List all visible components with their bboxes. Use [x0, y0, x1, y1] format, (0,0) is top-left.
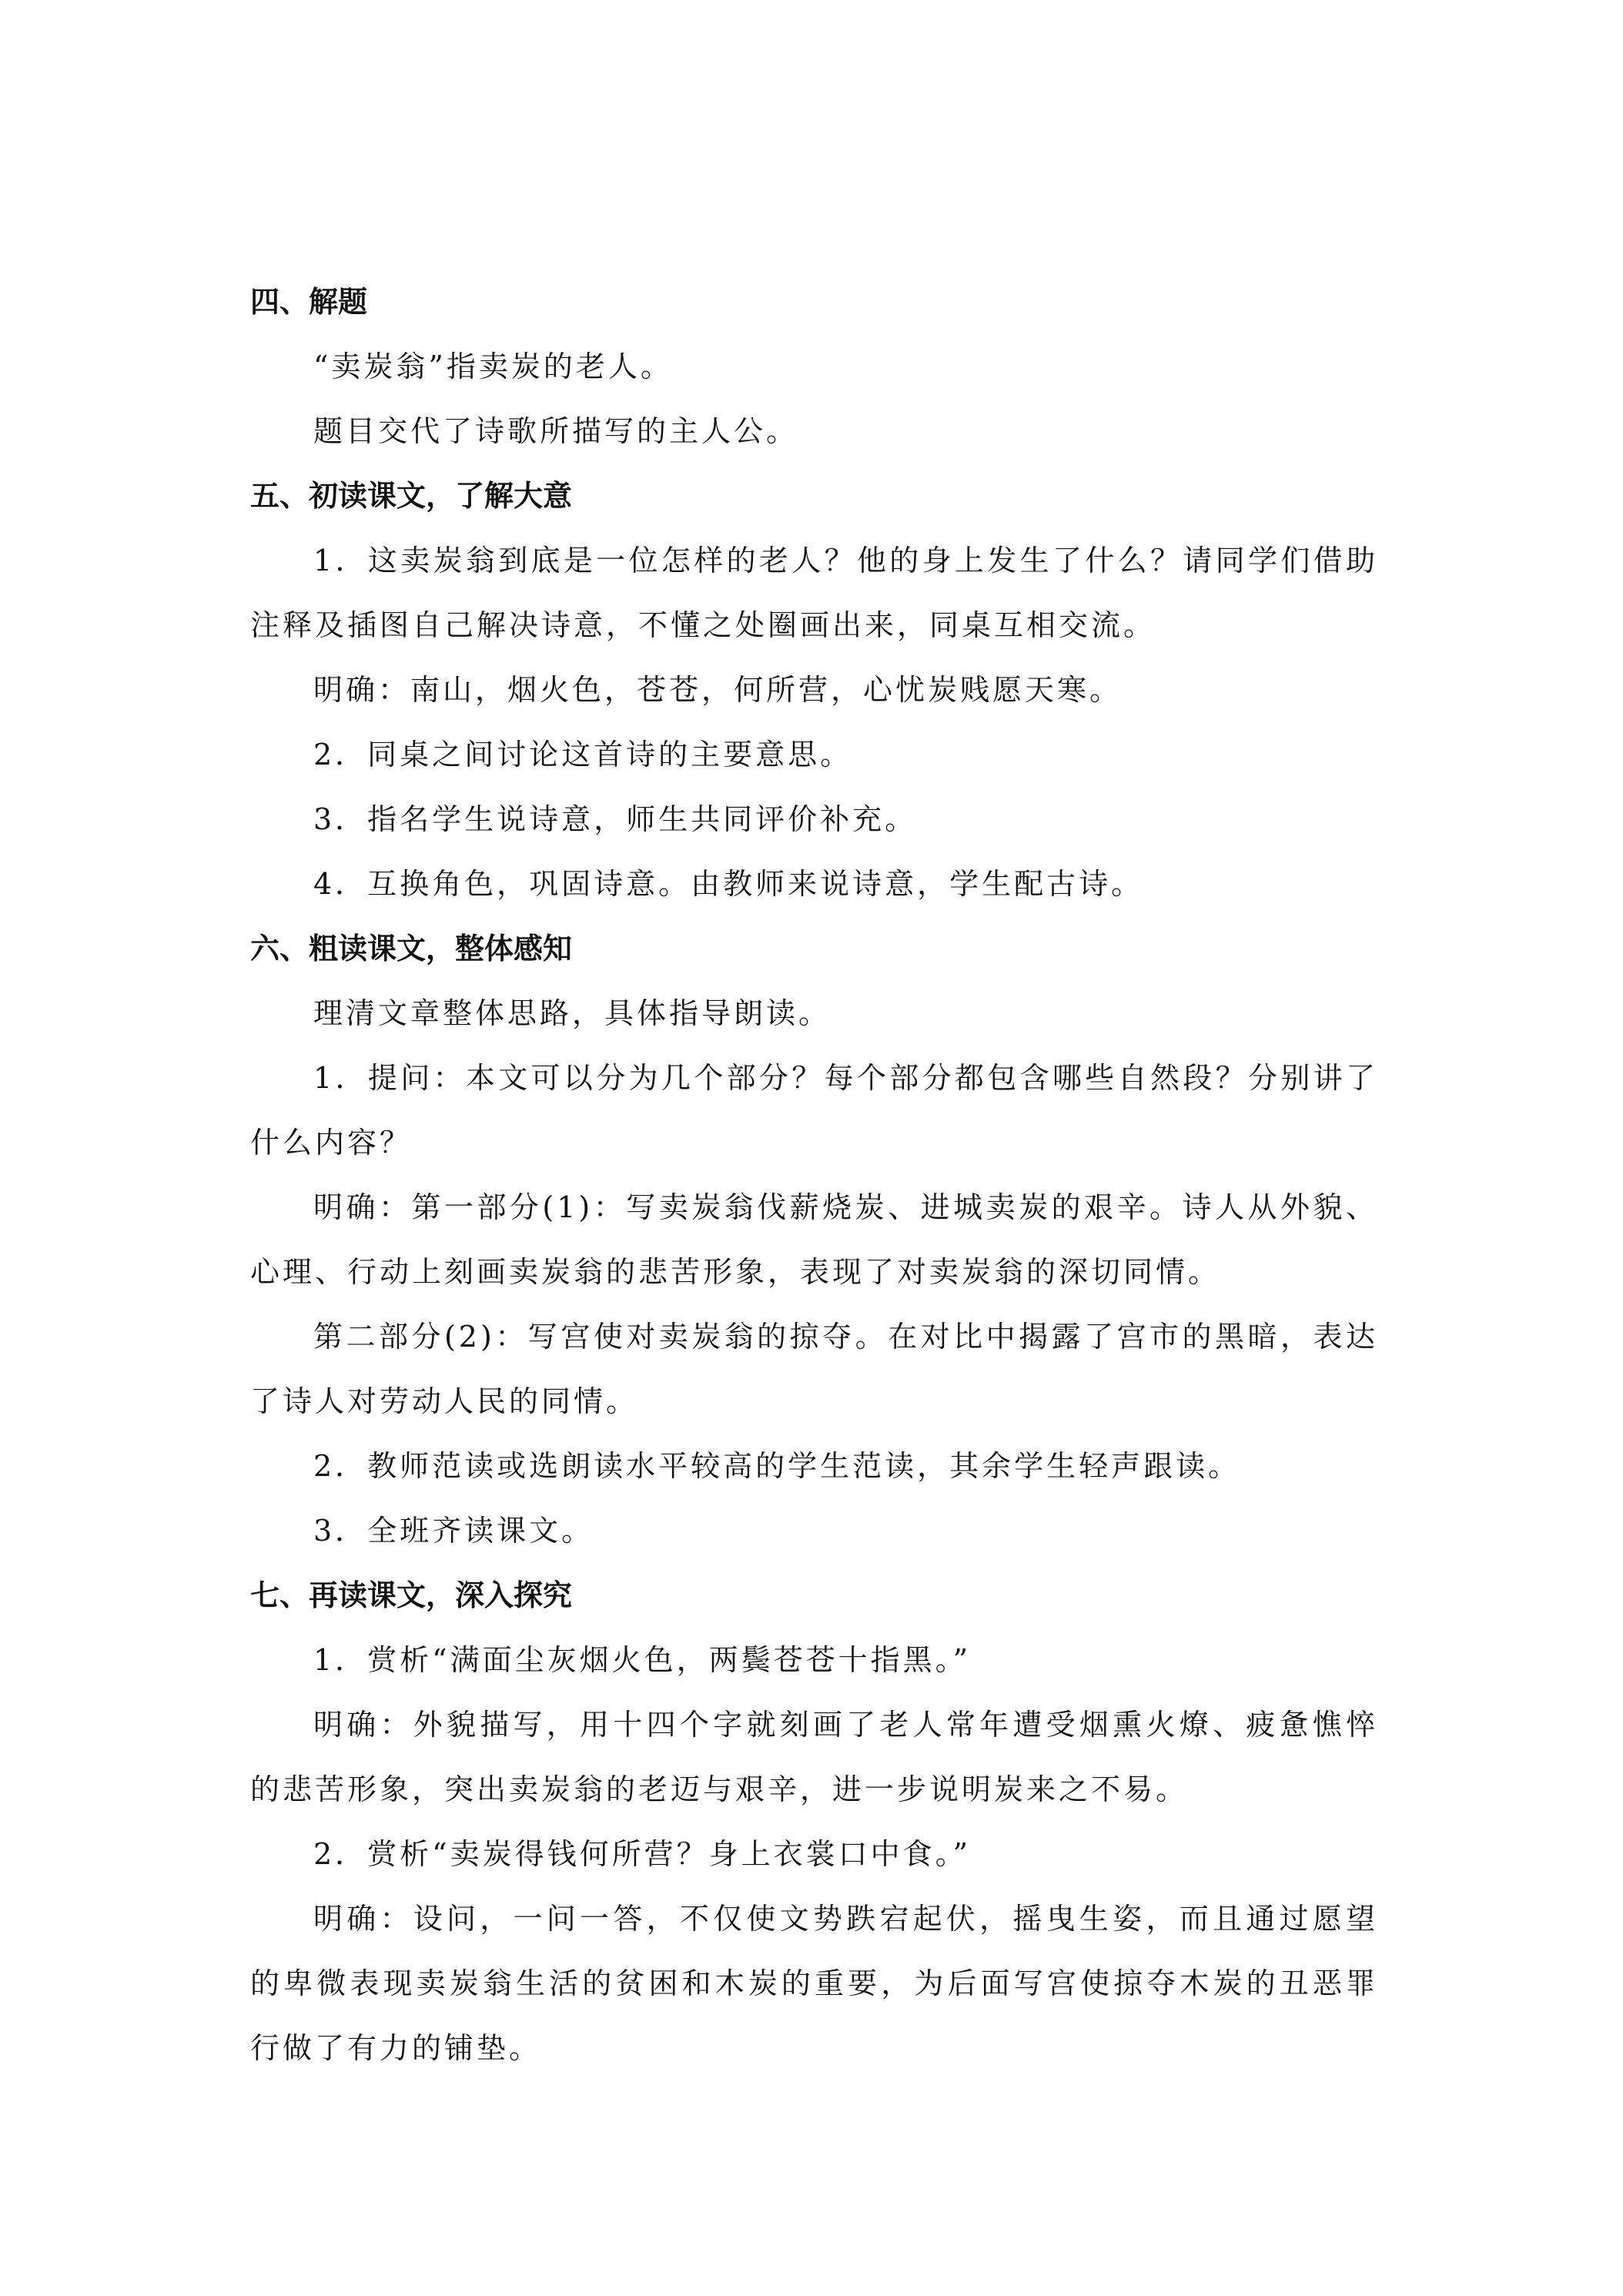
paragraph: “卖炭翁”指卖炭的老人。: [313, 350, 673, 383]
paragraph: 1．提问：本文可以分为几个部分？每个部分都包含哪些自然段？分别讲了什么内容？: [250, 1061, 1378, 1160]
section-heading: 四、解题: [250, 285, 368, 319]
section-heading: 五、初读课文，了解大意: [250, 479, 573, 513]
document-body: [250, 269, 1378, 2080]
paragraph: 2．赏析“卖炭得钱何所营？身上衣裳口中食。”: [313, 1837, 972, 1871]
paragraph: 第二部分(2)：写宫使对卖炭翁的掠夺。在对比中揭露了宫市的黑暗，表达了诗人对劳动人民的同情。: [250, 1320, 1378, 1418]
paragraph: 2．教师范读或选朗读水平较高的学生范读，其余学生轻声跟读。: [313, 1449, 1241, 1483]
section-heading: 七、再读课文，深入探究: [250, 1578, 573, 1612]
section-zaidu: [250, 1563, 1378, 2080]
section-cudu: [250, 916, 1378, 1563]
section-heading: 六、粗读课文，整体感知: [250, 932, 573, 966]
paragraph: 题目交代了诗歌所描写的主人公。: [313, 414, 799, 448]
section-chudu: [250, 464, 1378, 916]
paragraph: 1．这卖炭翁到底是一位怎样的老人？他的身上发生了什么？请同学们借助注释及插图自己解决诗意，不懂之处圈画出来，同桌互相交流。: [250, 544, 1378, 642]
paragraph: 理清文章整体思路，具体指导朗读。: [313, 996, 832, 1030]
paragraph: 1．赏析“满面尘灰烟火色，两鬓苍苍十指黑。”: [313, 1643, 972, 1677]
paragraph: 明确：第一部分(1)：写卖炭翁伐薪烧炭、进城卖炭的艰辛。诗人从外貌、心理、行动上刻画卖炭翁的悲苦形象，表现了对卖炭翁的深切同情。: [250, 1190, 1378, 1289]
paragraph: 明确：设问，一问一答，不仅使文势跌宕起伏，摇曳生姿，而且通过愿望的卑微表现卖炭翁生活的贫困和木炭的重要，为后面写宫使掠夺木炭的丑恶罪行做了有力的铺垫。: [250, 1902, 1378, 2065]
paragraph: 3．全班齐读课文。: [313, 1514, 594, 1548]
paragraph: 4．互换角色，巩固诗意。由教师来说诗意，学生配古诗。: [313, 867, 1144, 901]
section-jieti: [250, 269, 1378, 464]
paragraph: 2．同桌之间讨论这首诗的主要意思。: [313, 738, 853, 771]
paragraph: 明确：外貌描写，用十四个字就刻画了老人常年遭受烟熏火燎、疲惫憔悴的悲苦形象，突出卖炭翁的老迈与艰辛，进一步说明炭来之不易。: [250, 1708, 1378, 1806]
paragraph: 明确：南山，烟火色，苍苍，何所营，心忧炭贱愿天寒。: [313, 673, 1123, 707]
paragraph: 3．指名学生说诗意，师生共同评价补充。: [313, 802, 918, 836]
